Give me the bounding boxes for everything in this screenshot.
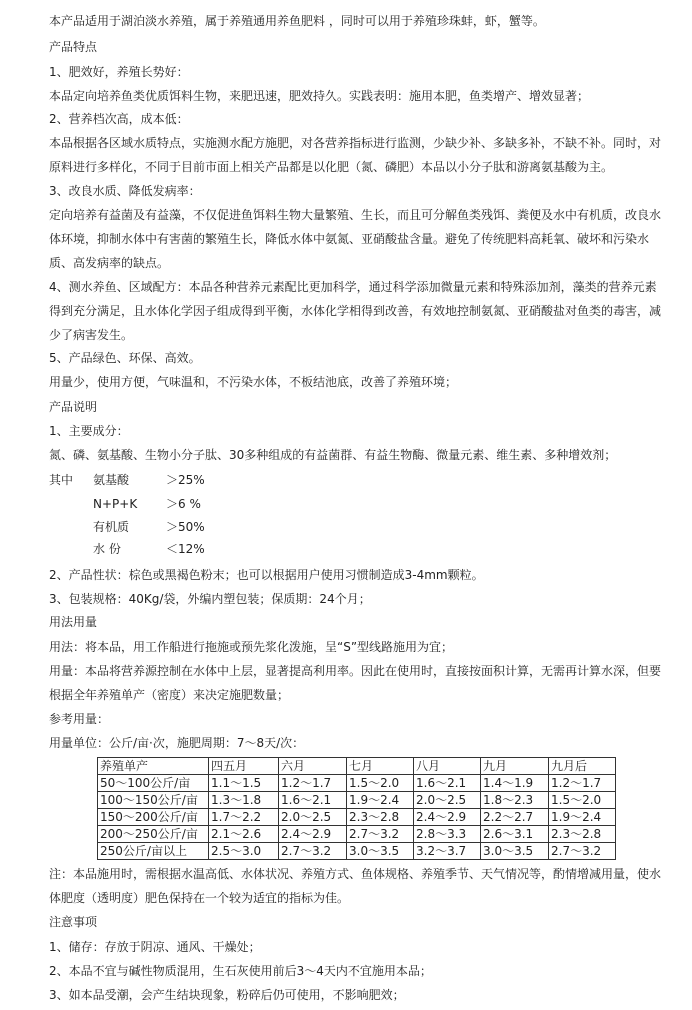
spec-value-3: ＞50% <box>166 520 205 534</box>
table-cell: 1.3～1.8 <box>209 792 279 809</box>
table-header-cell: 六月 <box>279 758 347 775</box>
table-cell: 3.0～3.5 <box>347 843 414 860</box>
feature-2-line-2: 原料进行多样化，不同于目前市面上相关产品都是以化肥（氮、磷肥）本品以小分子肽和游离氨基酸为主。 <box>49 160 614 174</box>
features-heading: 产品特点 <box>49 40 98 54</box>
notes-item-1: 1、储存：存放于阴凉、通风、干燥处； <box>49 940 261 954</box>
notes-heading: 注意事项 <box>49 915 98 929</box>
table-header-cell: 九月 <box>481 758 549 775</box>
feature-3-title: 3、改良水质、降低发病率： <box>49 184 201 198</box>
feature-3-line-3: 质、高发病率的缺点。 <box>49 256 170 270</box>
table-cell: 2.4～2.9 <box>414 809 481 826</box>
table-row <box>98 843 616 860</box>
table-cell: 2.7～3.2 <box>279 843 347 860</box>
note-line-2: 体肥度（透明度）肥色保持在一个较为适宜的指标为佳。 <box>49 891 350 905</box>
table-cell: 2.2～2.7 <box>481 809 549 826</box>
feature-1-line-1: 本品定向培养鱼类优质饵料生物，来肥迅速，肥效持久。实践表明：施用本肥，鱼类增产、增效显著； <box>49 89 590 103</box>
feature-4-line-2: 少了病害发生。 <box>49 328 134 342</box>
table-cell: 2.6～3.1 <box>481 826 549 843</box>
table-cell: 2.7～3.2 <box>549 843 616 860</box>
feature-2-line-1: 本品根据各区域水质特点，实施测水配方施肥，对各营养指标进行监测，少缺少补、多缺多补，不缺不补。同时，对 <box>49 136 662 150</box>
feature-4-title: 4、测水养鱼、区域配方：本品各种营养元素配比更加科学，通过科学添加微量元素和特殊添加剂，藻类的营养元素 <box>49 280 657 294</box>
spec-name-1: 氨基酸 <box>93 473 130 487</box>
feature-4-line-1: 得到充分满足，且水体化学因子组成得到平衡，水体化学相得到改善，有效地控制氨氮、亚硝酸盐对鱼类的毒害，减 <box>49 304 662 318</box>
notes-item-2: 2、本品不宜与碱性物质混用，生石灰使用前后3～4天内不宜施用本品； <box>49 964 432 978</box>
spec-value-4: ＜12% <box>166 542 205 556</box>
ingredients-line: 氮、磷、氨基酸、生物小分子肽、30多种组成的有益菌群、有益生物酶、微量元素、维生素、多种增效剂； <box>49 448 617 462</box>
table-cell: 1.8～2.3 <box>481 792 549 809</box>
table-cell: 2.5～3.0 <box>209 843 279 860</box>
table-cell: 2.0～2.5 <box>414 792 481 809</box>
table-row <box>98 826 616 843</box>
traits-line: 2、产品性状：棕色或黑褐色粉末；也可以根据用户使用习惯制造成3-4mm颗粒。 <box>49 568 484 582</box>
feature-3-line-1: 定向培养有益菌及有益藻，不仅促进鱼饵料生物大量繁殖、生长，而且可分解鱼类残饵、粪便及水中有机质，改良水 <box>49 208 662 222</box>
usage-method: 用法：将本品，用工作船进行拖施或预先浆化泼施，呈“S”型线路施用为宜； <box>49 640 454 654</box>
table-cell: 250公斤/亩以上 <box>98 843 209 860</box>
table-header-cell: 八月 <box>414 758 481 775</box>
spec-value-1: ＞25% <box>166 473 205 487</box>
spec-name-3: 有机质 <box>93 520 130 534</box>
feature-1-title: 1、肥效好，养殖长势好： <box>49 65 189 79</box>
note-line-1: 注：本品施用时，需根据水温高低、水体状况、养殖方式、鱼体规格、养殖季节、天气情况等，酌情增减用量，使水 <box>49 867 662 881</box>
table-row <box>98 775 616 792</box>
table-cell: 2.3～2.8 <box>347 809 414 826</box>
table-cell: 2.0～2.5 <box>279 809 347 826</box>
feature-5-title: 5、产品绿色、环保、高效。 <box>49 351 201 365</box>
table-header-row <box>98 758 616 775</box>
usage-heading: 用法用量 <box>49 615 98 629</box>
table-cell: 1.6～2.1 <box>414 775 481 792</box>
spec-name-4: 水 份 <box>93 542 121 556</box>
table-header-cell: 养殖单产 <box>98 758 209 775</box>
table-cell: 1.9～2.4 <box>347 792 414 809</box>
table-cell: 1.5～2.0 <box>549 792 616 809</box>
table-cell: 1.5～2.0 <box>347 775 414 792</box>
table-cell: 150～200公斤/亩 <box>98 809 209 826</box>
usage-dosage-line-2: 根据全年养殖单产（密度）来决定施肥数量； <box>49 688 290 702</box>
intro-text: 本产品适用于湖泊淡水养殖，属于养殖通用养鱼肥料 ，同时可以用于养殖珍珠蚌，虾，蟹等。 <box>49 14 545 28</box>
table-header-cell: 七月 <box>347 758 414 775</box>
table-header-cell: 九月后 <box>549 758 616 775</box>
feature-3-line-2: 体环境，抑制水体中有害菌的繁殖生长，降低水体中氨氮、亚硝酸盐含量。避免了传统肥料高耗氧、破坏和污染水 <box>49 232 650 246</box>
reference-heading: 参考用量： <box>49 712 110 726</box>
table-cell: 1.9～2.4 <box>549 809 616 826</box>
table-header-cell: 四五月 <box>209 758 279 775</box>
notes-item-3: 3、如本品受潮，会产生结块现象，粉碎后仍可使用，不影响肥效； <box>49 988 405 1002</box>
unit-line: 用量单位：公斤/亩·次，施肥周期：7～8天/次： <box>49 736 305 750</box>
feature-5-line-1: 用量少，使用方便，气味温和，不污染水体，不板结池底，改善了养殖环境； <box>49 375 458 389</box>
table-cell: 50～100公斤/亩 <box>98 775 209 792</box>
table-cell: 2.7～3.2 <box>347 826 414 843</box>
specs-among-label: 其中 <box>49 473 74 487</box>
table-cell: 2.1～2.6 <box>209 826 279 843</box>
dosage-table <box>97 757 616 860</box>
table-row <box>98 792 616 809</box>
table-cell: 3.0～3.5 <box>481 843 549 860</box>
spec-name-2: N+P+K <box>93 497 138 511</box>
table-row <box>98 809 616 826</box>
table-cell: 1.4～1.9 <box>481 775 549 792</box>
description-heading: 产品说明 <box>49 400 98 414</box>
table-cell: 2.4～2.9 <box>279 826 347 843</box>
usage-dosage-line-1: 用量：本品将营养源控制在水体中上层，显著提高利用率。因此在使用时，直接按面积计算，无需再计算水深，但要 <box>49 664 662 678</box>
table-cell: 1.1～1.5 <box>209 775 279 792</box>
table-cell: 3.2～3.7 <box>414 843 481 860</box>
table-cell: 1.2～1.7 <box>279 775 347 792</box>
feature-2-title: 2、营养档次高，成本低： <box>49 112 189 126</box>
spec-value-2: ＞6 % <box>166 497 201 511</box>
table-cell: 100～150公斤/亩 <box>98 792 209 809</box>
table-cell: 200～250公斤/亩 <box>98 826 209 843</box>
ingredients-title: 1、主要成分： <box>49 424 129 438</box>
packaging-line: 3、包装规格：40Kg/袋，外编内塑包装；保质期：24个月； <box>49 592 371 606</box>
table-cell: 1.6～2.1 <box>279 792 347 809</box>
table-cell: 2.3～2.8 <box>549 826 616 843</box>
table-cell: 1.7～2.2 <box>209 809 279 826</box>
table-cell: 2.8～3.3 <box>414 826 481 843</box>
table-cell: 1.2～1.7 <box>549 775 616 792</box>
